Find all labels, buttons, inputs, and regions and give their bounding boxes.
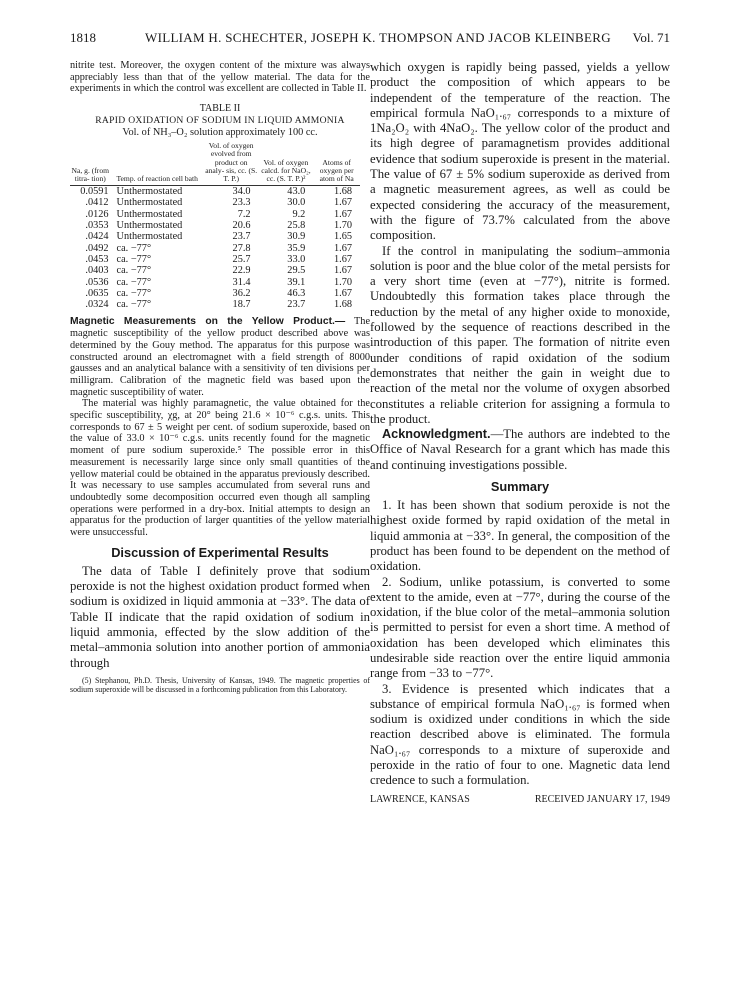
table-row (70, 243, 360, 254)
column-header: Na, g. (from titra- tion) (71, 165, 110, 183)
magnetic-text: The magnetic susceptibility of the yellow product described above was determined by the Gouy method. The apparatus for this purpose was constructed around an electromagnet with a field strength of 8000 gausses and an analytical balance with a sensitivity of ten divisions per milligram. Calibration of the magnetic field was based upon the magnetic susceptibility of water. (70, 316, 371, 398)
table-cell: 34.0 (232, 186, 251, 198)
table-row (70, 231, 360, 242)
table-cell: 18.7 (232, 299, 251, 311)
magnetic-paragraph (70, 316, 370, 398)
table-row (70, 265, 360, 276)
volume-label: Vol. 71 (632, 30, 670, 45)
column-header: Vol. of oxygen calcd. for NaO₂, cc. (S. T. P.)² (261, 157, 311, 183)
table-cell: .0453 (85, 253, 109, 265)
table-cell: 33.0 (287, 253, 306, 265)
location: LAWRENCE, KANSAS (370, 793, 470, 805)
table-cell: 46.3 (287, 287, 306, 299)
table-cell: .0324 (85, 299, 109, 311)
data-table (70, 142, 360, 310)
table-row (70, 288, 360, 299)
magnetic-heading: Magnetic Measurements on the Yellow Product.— (70, 316, 346, 328)
table-cell: .0492 (85, 242, 109, 254)
table-cell: 43.0 (287, 186, 306, 198)
table-cell: 1.65 (333, 231, 352, 243)
page-number: 1818 (70, 30, 96, 45)
summary-item-2: 2. Sodium, unlike potassium, is converted to some extent to the amide, even at −77°, during the course of the oxidation, if the blue color of the metal–ammonia solution is permitted to persist for even a short time. A method of oxidation has been developed which eliminates this undesirable side reaction over the entire liquid ammonia range from −33 to −77°. (370, 574, 670, 681)
table-cell: 23.7 (287, 299, 306, 311)
table-cell: 23.7 (232, 231, 251, 243)
table-cell: 35.9 (287, 242, 306, 254)
table-cell: 1.67 (333, 265, 352, 277)
magnetic-paragraph-2: The material was highly paramagnetic, the value obtained for the specific susceptibility, χg, at 20° being 21.6 × 10⁻⁶ c.g.s. units. This corresponds to 67 ± 5 weight per cent. of sodium superoxide, based on the value of 33.0 × 10⁻⁶ c.g.s. units recently found for the magnetic moment of pure sodium superoxide.⁵ The possible error in this measurement is necessarily large since only small quantities of the yellow material could be obtained in the apparatus previously described. It was necessary to use samples accumulated from several runs and undoubtedly some decomposition occurred even though all sampling operations were performed in a dry-box. Initial attempts to design an apparatus for the production of larger quantities of the yellow material were unsuccessful. (70, 398, 370, 539)
table-row (70, 186, 360, 198)
table-cell: .0412 (85, 197, 109, 209)
table-cell: ca. −77° (116, 299, 152, 311)
right-paragraph-2: If the control in manipulating the sodium–ammonia solution is poor and the blue color of the metal persists for a very short time (even at −77°), nitrite is formed. Undoubtedly this formation takes place through the reduction by the metal of any higher oxide to monoxide, followed by the sequence of reactions described in the introduction of this paper. The formation of nitrite even under conditions of rapid oxidation of the sodium demonstrates that neither the gain in weight due to reaction of the metal nor the volume of oxygen absorbed constitutes a reliable criterion for assigning a formula to the product. (370, 243, 670, 426)
table-cell: 1.67 (333, 242, 352, 254)
table-cell: .0403 (85, 265, 109, 277)
acknowledgment-text: —The authors are indebted to the Office of Naval Research for a grant which has made this and continuing investigations possible. (370, 427, 670, 472)
table-row (70, 277, 360, 288)
column-header: Temp. of reaction cell bath (116, 173, 198, 183)
table-row (70, 197, 360, 208)
intro-paragraph: nitrite test. Moreover, the oxygen content of the mixture was always appreciably less than that of the yellow material. The data for the experiments in which the control was excellent are collected in Table II. (70, 60, 370, 95)
table-cell: 23.3 (232, 197, 251, 209)
table-row (70, 209, 360, 220)
received-line (370, 793, 670, 807)
table-cell: ca. −77° (116, 253, 152, 265)
table-cell: 22.9 (232, 265, 251, 277)
table-row (70, 299, 360, 310)
table-cell: .0126 (85, 208, 109, 220)
table-cell: 30.9 (287, 231, 306, 243)
table-cell: 25.8 (287, 220, 306, 232)
table-cell: Unthermostated (116, 186, 183, 198)
table-cell: .0536 (85, 276, 109, 288)
table-cell: Unthermostated (116, 208, 183, 220)
table-cell: 1.70 (333, 220, 352, 232)
table-cell: Unthermostated (116, 220, 183, 232)
table-cell: ca. −77° (116, 287, 152, 299)
table-cell: 25.7 (232, 253, 251, 265)
table-row (70, 254, 360, 265)
received-date: RECEIVED JANUARY 17, 1949 (534, 793, 670, 805)
right-paragraph-1: which oxygen is rapidly being passed, yields a yellow product the composition of which appears to be independent of the temperature of the reaction. The empirical formula NaO₁.₆₇ corresponds to a mixture of 1Na₂O₂ with 4NaO₂. The yellow color of the product and its high degree of paramagnetism provides additional evidence that sodium superoxide is present in the material. The value of 67 ± 5% sodium superoxide as derived from a magnetic measurement agrees, as well as could be expected considering the accuracy of the measurement, with the figure of 73.7% calculated from the above composition. (370, 60, 670, 243)
table-cell: 31.4 (232, 276, 251, 288)
table-cell: .0353 (85, 220, 109, 232)
table-cell: 1.67 (333, 197, 352, 209)
table-cell: 29.5 (287, 265, 306, 277)
footnote: (5) Stephanou, Ph.D. Thesis, University of Kansas, 1949. The magnetic properties of sodium superoxide will be discussed in a forthcoming publication from this Laboratory. (70, 675, 370, 695)
acknowledgment-heading: Acknowledgment. (382, 427, 491, 442)
right-column (370, 60, 670, 807)
left-column (70, 60, 370, 695)
discussion-heading: Discussion of Experimental Results (111, 544, 329, 560)
table-cell: 1.67 (333, 208, 352, 220)
column-header: Vol. of oxygen evolved from product on analy- sis, cc. (S. T. P.) (205, 141, 258, 183)
discussion-paragraph: The data of Table I definitely prove that sodium peroxide is not the highest oxidation product formed when sodium is oxidized in liquid ammonia at −33°. The data of Table II indicate that the rapid oxidation of sodium in liquid ammonia, effected by the slow addition of the metal–ammonia solution into another portion of ammonia through (70, 563, 370, 670)
table-caption: TABLE II (199, 103, 241, 115)
table-cell: .0635 (85, 287, 109, 299)
table-cell: 9.2 (292, 208, 306, 220)
summary-item-3: 3. Evidence is presented which indicates that a substance of empirical formula NaO₁.₆₇ is formed when sodium is oxidized under conditions in which the side reaction described above is eliminated. The formula NaO₁.₆₇ corresponds to a mixture of superoxide and peroxide in the ratio of four to one. Magnetic data lend credence to such a formulation. (370, 681, 670, 788)
table-cell: Unthermostated (116, 231, 183, 243)
table-cell: .0424 (85, 231, 109, 243)
table-cell: 30.0 (287, 197, 306, 209)
table-cell: ca. −77° (116, 242, 152, 254)
table-cell: Unthermostated (116, 197, 183, 209)
table-cell: 0.0591 (80, 186, 109, 198)
table-cell: 1.70 (333, 276, 352, 288)
author-line: WILLIAM H. SCHECHTER, JOSEPH K. THOMPSON AND JACOB KLEINBERG (145, 30, 611, 45)
table-cell: 1.67 (333, 287, 352, 299)
table-cell: 20.6 (232, 220, 251, 232)
table-cell: 36.2 (232, 287, 251, 299)
table-row (70, 220, 360, 231)
table-cell: ca. −77° (116, 265, 152, 277)
summary-item-1: 1. It has been shown that sodium peroxide is not the highest oxide formed by rapid oxidation of the metal in liquid ammonia at −33°. In general, the composition of the product has been found to be dependent on the method of oxidation. (370, 498, 670, 574)
table-subtitle: Vol. of NH₃–O₂ solution approximately 100 cc. (122, 127, 318, 139)
table-cell: 7.2 (237, 208, 251, 220)
table-cell: 27.8 (232, 242, 251, 254)
table-cell: 39.1 (287, 276, 306, 288)
summary-heading: Summary (490, 479, 550, 495)
running-header (70, 30, 670, 48)
table-cell: 1.67 (333, 253, 352, 265)
table-cell: 1.68 (333, 186, 352, 198)
table-cell: 1.68 (333, 299, 352, 311)
acknowledgment-paragraph (370, 427, 670, 473)
column-header: Atoms of oxygen per atom of Na (319, 157, 354, 183)
table-title: RAPID OXIDATION OF SODIUM IN LIQUID AMMONIA (95, 115, 345, 127)
table-cell: ca. −77° (116, 276, 152, 288)
